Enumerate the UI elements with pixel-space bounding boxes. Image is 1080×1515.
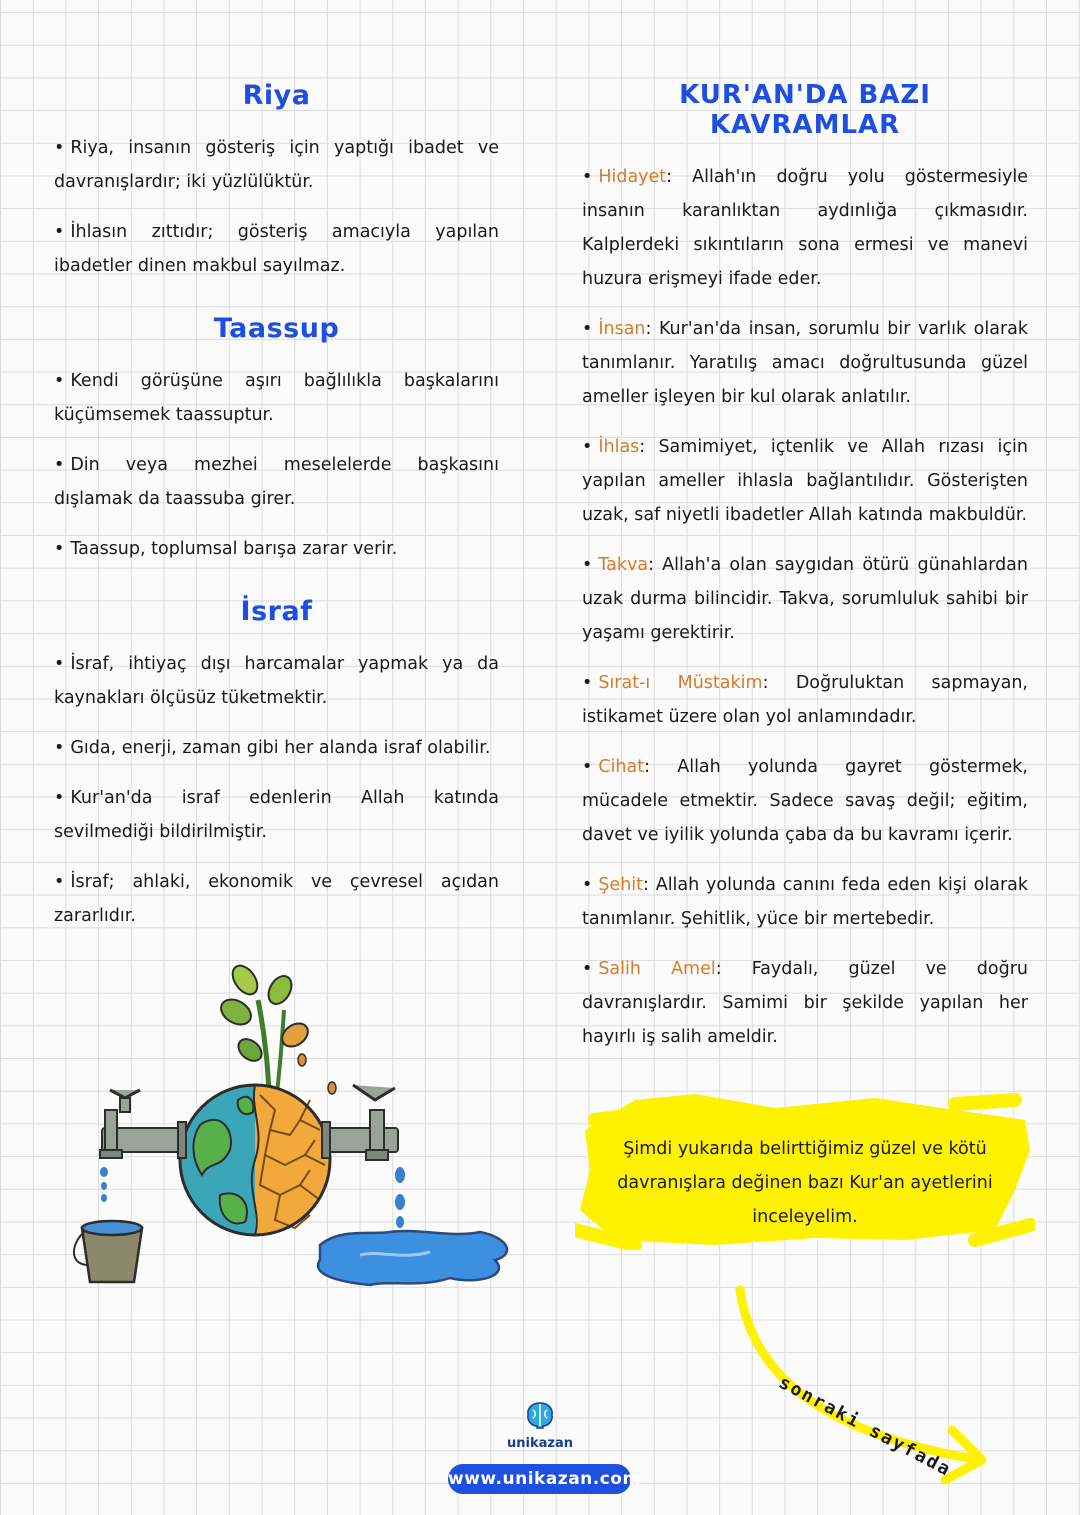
highlight-note bbox=[575, 1090, 1035, 1250]
concept-ihlas: • İhlas: Samimiyet, içtenlik ve Allah rızası için yapılan ameller ihlasla bağlantılıdır. Gösterişten uzak, saf niyetli ibadetler Allah katında makbuldür. bbox=[582, 437, 1028, 525]
concept-cihat: • Cihat: Allah yolunda gayret göstermek, mücadele etmektir. Sadece savaş değil; eğitim, davet ve iyilik yolunda çaba da bu kavramı içerir. bbox=[582, 757, 1028, 845]
taassup-item-3: • Taassup, toplumsal barışa zarar verir. bbox=[54, 539, 398, 559]
israf-item-4: • İsraf; ahlaki, ekonomik ve çevresel açıdan zararlıdır. bbox=[54, 872, 499, 926]
next-page-label: sonraki sayfada bbox=[775, 1372, 956, 1481]
taassup-item-2: • Din veya mezhei meselelerde başkasını dışlamak da taassuba girer. bbox=[54, 455, 499, 509]
website-link[interactable]: www.unikazan.com bbox=[448, 1464, 631, 1494]
riya-item-1: • Riya, insanın gösteriş için yaptığı ibadet ve davranışlardır; iki yüzlülüktür. bbox=[54, 138, 499, 192]
israf-heading: İsraf bbox=[240, 596, 313, 627]
brand-name: unikazan bbox=[507, 1436, 573, 1451]
concept-sirat: • Sırat-ı Müstakim: Doğruluktan sapmayan, istikamet üzere olan yol anlamındadır. bbox=[582, 673, 1028, 727]
taassup-item-1: • Kendi görüşüne aşırı bağlılıkla başkalarını küçümsemek taassuptur. bbox=[54, 371, 499, 425]
concepts-heading: KUR'AN'DA BAZI KAVRAMLAR bbox=[679, 80, 931, 140]
taassup-heading: Taassup bbox=[213, 313, 340, 344]
israf-item-1: • İsraf, ihtiyaç dışı harcamalar yapmak ya da kaynakları ölçüsüz tüketmektir. bbox=[54, 654, 499, 708]
concept-salih-amel: • Salih Amel: Faydalı, güzel ve doğru davranışlardır. Samimi bir şekilde yapılan her hayırlı iş salih ameldir. bbox=[582, 959, 1028, 1047]
israf-item-2: • Gıda, enerji, zaman gibi her alanda israf olabilir. bbox=[54, 738, 491, 758]
riya-heading: Riya bbox=[242, 80, 311, 111]
next-page-arrow bbox=[720, 1280, 1010, 1500]
concept-takva: • Takva: Allah'a olan saygıdan ötürü günahlardan uzak durma bilincidir. Takva, sorumluluk sahibi bir yaşamı gerektirir. bbox=[582, 555, 1028, 643]
concept-sehit: • Şehit: Allah yolunda canını feda eden kişi olarak tanımlanır. Şehitlik, yüce bir mertebedir. bbox=[582, 875, 1028, 929]
brand-logo bbox=[505, 1400, 575, 1451]
israf-item-3: • Kur'an'da israf edenlerin Allah katında sevilmediği bildirilmiştir. bbox=[54, 788, 499, 842]
riya-item-2: • İhlasın zıttıdır; gösteriş amacıyla yapılan ibadetler dinen makbul sayılmaz. bbox=[54, 222, 499, 276]
concept-hidayet: • Hidayet: Allah'ın doğru yolu göstermesiyle insanın karanlıktan aydınlığa çıkmasıdır. Kalplerdeki sıkıntıların sona ermesi ve manevi huzura erişmeyi ifade eder. bbox=[582, 167, 1028, 289]
brain-icon bbox=[523, 1400, 557, 1430]
note-text: Şimdi yukarıda belirttiğimiz güzel ve kötü davranışlara değinen bazı Kur'an ayetlerini inceleyelim. bbox=[617, 1139, 993, 1227]
left-column bbox=[54, 80, 499, 949]
earth-faucet-illustration bbox=[70, 960, 520, 1300]
concept-insan: • İnsan: Kur'an'da insan, sorumlu bir varlık olarak tanımlanır. Yaratılış amacı doğrultusunda güzel ameller işleyen bir kul olarak anlatılır. bbox=[582, 319, 1028, 407]
right-column bbox=[582, 80, 1028, 1070]
